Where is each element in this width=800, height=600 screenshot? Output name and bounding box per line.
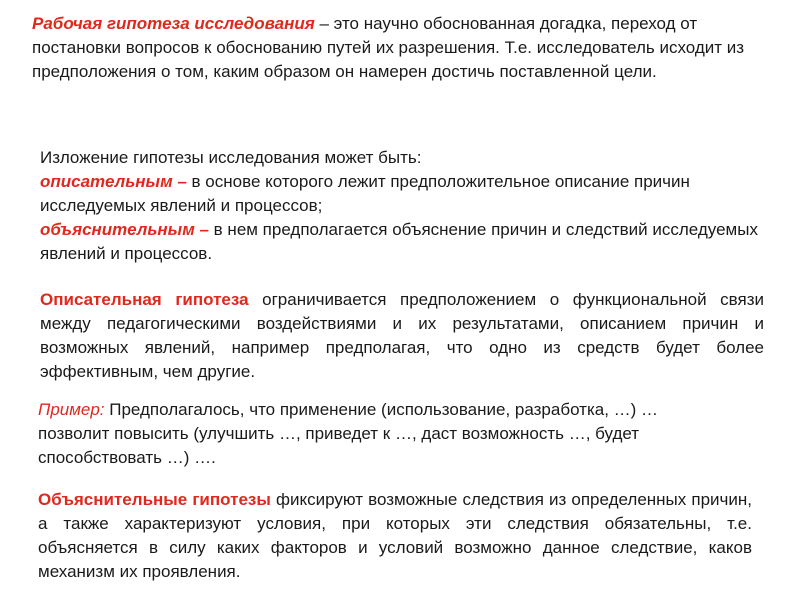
example-block bbox=[38, 398, 728, 470]
hypothesis-types bbox=[40, 146, 770, 266]
descriptive-term: описательным – bbox=[40, 172, 187, 191]
explanatory-hypothesis bbox=[38, 488, 752, 584]
example-text: Предполагалось, что применение (использование, разработка, …) … позволит повысить (улучшить …, приведет к …, даст возможность …, будет способствовать …) …. bbox=[38, 400, 659, 467]
example-label: Пример: bbox=[38, 400, 105, 419]
descriptive-hypothesis-term: Описательная гипотеза bbox=[40, 290, 249, 309]
definition-term: Рабочая гипотеза исследования bbox=[32, 14, 315, 33]
descriptive-hypothesis-text: ограничивается предположением о функциональной связи между педагогическими воздействиями и их результатами, описанием причин и возможных явлений, например предполагая, что одно из средств будет более эффективным, чем другие. bbox=[40, 290, 764, 381]
explanatory-hypothesis-term: Объяснительные гипотезы bbox=[38, 490, 271, 509]
explanatory-term: объяснительным – bbox=[40, 220, 209, 239]
descriptive-hypothesis bbox=[40, 288, 764, 384]
explanatory-text: в нем предполагается объяснение причин и следствий исследуемых явлений и процессов. bbox=[40, 220, 758, 263]
hypothesis-definition bbox=[32, 12, 772, 84]
definition-text: – это научно обоснованная догадка, переход от постановки вопросов к обоснованию путей их разрешения. Т.е. исследователь исходит из предположения о том, каким образом он намерен достичь поставленной цели. bbox=[32, 14, 745, 81]
types-intro: Изложение гипотезы исследования может быть: bbox=[40, 148, 422, 167]
explanatory-hypothesis-text: фиксируют возможные следствия из определенных причин, а также характеризуют условия, при которых эти следствия обязательны, т.е. объясняется в силу каких факторов и условий возможно данное следствие, каков механизм их проявления. bbox=[38, 490, 752, 581]
descriptive-text: в основе которого лежит предположительное описание причин исследуемых явлений и процессов; bbox=[40, 172, 690, 215]
